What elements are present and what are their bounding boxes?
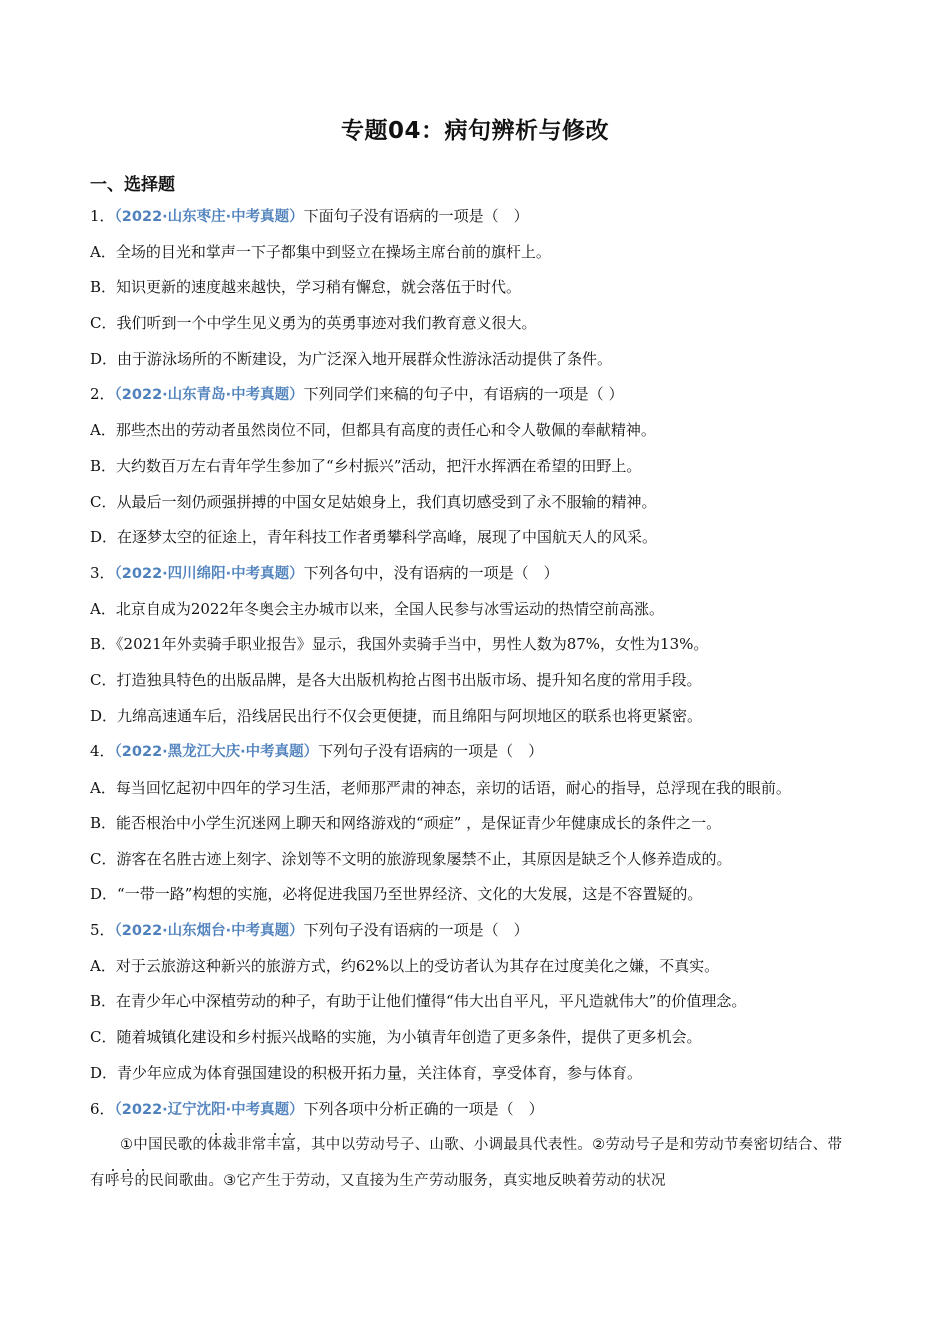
question-stem bbox=[90, 556, 850, 592]
question-number: 6． bbox=[90, 1099, 115, 1118]
passage-text: 民间歌曲。③它产生于劳动，又直接为生产劳动服务，真实地反映着劳动的状况 bbox=[149, 1173, 666, 1190]
emphasized-word bbox=[105, 1173, 149, 1189]
passage-text: ，其中以劳动号子、山歌、小调最具代表性。②劳动号子是和劳动节奏密切结合、带有 bbox=[90, 1137, 843, 1190]
question-source: （2022·山东枣庄·中考真题） bbox=[114, 209, 304, 225]
question-number: 1． bbox=[90, 207, 115, 225]
emphasized-word bbox=[267, 1137, 297, 1153]
question-text: 下列同学们来稿的句子中，有语病的一项是（ ） bbox=[303, 385, 624, 404]
passage-text: 非常 bbox=[236, 1137, 267, 1154]
option-a: A．对于云旅游这种新兴的旅游方式，约62%以上的受访者认为其存在过度美化之嫌，不真实。 bbox=[90, 956, 720, 975]
reading-passage bbox=[90, 1127, 850, 1199]
option-c: C．游客在名胜古迹上刻字、涂划等不文明的旅游现象屡禁不止，其原因是缺乏个人修养造成的。 bbox=[90, 849, 732, 868]
question-number: 3． bbox=[90, 563, 115, 582]
option-a: A．全场的目光和掌声一下子都集中到竖立在操场主席台前的旗杆上。 bbox=[90, 242, 551, 261]
option-c: C．我们听到一个中学生见义勇为的英勇事迹对我们教育意义很大。 bbox=[90, 314, 537, 333]
emphasis-dot-char: 体 bbox=[207, 1137, 223, 1154]
option-d: D．由于游泳场所的不断建设，为广泛深入地开展群众性游泳活动提供了条件。 bbox=[90, 349, 613, 368]
question-text: 下列句子没有语病的一项是（ ） bbox=[303, 921, 529, 940]
option-d: D．青少年应成为体育强国建设的积极开拓力量，关注体育，享受体育，参与体育。 bbox=[90, 1063, 643, 1082]
question-number: 5． bbox=[90, 921, 115, 940]
option-c: C．随着城镇化建设和乡村振兴战略的实施，为小镇青年创造了更多条件，提供了更多机会。 bbox=[90, 1028, 702, 1047]
question-stem bbox=[90, 734, 850, 770]
question-source: （2022·四川绵阳·中考真题） bbox=[114, 565, 304, 582]
option-c: C．打造独具特色的出版品牌，是各大出版机构抢占图书出版市场、提升知名度的常用手段。 bbox=[90, 670, 702, 689]
question-source: （2022·辽宁沈阳·中考真题） bbox=[114, 1101, 304, 1118]
emphasis-dot-char: 呼 bbox=[104, 1173, 120, 1190]
option-a: A．北京自成为2022年冬奥会主办城市以来，全国人民参与冰雪运动的热情空前高涨。 bbox=[90, 599, 665, 618]
question-list bbox=[90, 199, 850, 1199]
question-stem bbox=[90, 199, 850, 235]
section-heading: 一、选择题 bbox=[90, 175, 175, 195]
question-source: （2022·山东烟台·中考真题） bbox=[114, 923, 304, 940]
question-text: 下列各句中，没有语病的一项是（ ） bbox=[303, 563, 559, 582]
emphasis-dot-char: 的 bbox=[134, 1173, 150, 1190]
page-title: 专题04：病句辨析与修改 bbox=[340, 118, 609, 144]
emphasis-dot-char: 富 bbox=[281, 1137, 297, 1154]
question-source: （2022·山东青岛·中考真题） bbox=[114, 387, 304, 404]
emphasis-dot-char: 丰 bbox=[266, 1137, 282, 1154]
question-text: 下列各项中分析正确的一项是（ ） bbox=[303, 1099, 544, 1118]
question-text: 下面句子没有语病的一项是（ ） bbox=[303, 207, 529, 225]
emphasized-word bbox=[207, 1137, 237, 1153]
emphasis-dot-char: 裁 bbox=[222, 1137, 237, 1154]
option-c: C．从最后一刻仍顽强拼搏的中国女足姑娘身上，我们真切感受到了永不服输的精神。 bbox=[90, 492, 657, 511]
option-b: B．知识更新的速度越来越快，学习稍有懈怠，就会落伍于时代。 bbox=[90, 278, 522, 297]
question-number: 2． bbox=[90, 385, 115, 404]
option-a: A．那些杰出的劳动者虽然岗位不同，但都具有高度的责任心和令人敬佩的奉献精神。 bbox=[90, 421, 656, 440]
question-text: 下列句子没有语病的一项是（ ） bbox=[318, 742, 544, 761]
emphasis-dot-char: 号 bbox=[119, 1173, 135, 1190]
option-b: B．大约数百万左右青年学生参加了“乡村振兴”活动，把汗水挥洒在希望的田野上。 bbox=[90, 456, 642, 475]
question-stem bbox=[90, 377, 850, 413]
option-d: D．九绵高速通车后，沿线居民出行不仅会更便捷，而且绵阳与阿坝地区的联系也将更紧密。 bbox=[90, 706, 703, 725]
option-d: D．“一带一路”构想的实施，必将促进我国乃至世界经济、文化的大发展，这是不容置疑的。 bbox=[90, 885, 703, 904]
question-source: （2022·黑龙江大庆·中考真题） bbox=[114, 744, 319, 761]
passage-text: ①中国民歌的 bbox=[120, 1137, 208, 1154]
option-b: B．在青少年心中深植劳动的种子，有助于让他们懂得“伟大出自平凡，平凡造就伟大”的价值理念。 bbox=[90, 992, 747, 1011]
option-b: B．《2021年外卖骑手职业报告》显示，我国外卖骑手当中，男性人数为87%，女性为13%。 bbox=[90, 635, 709, 654]
question-number: 4． bbox=[90, 742, 115, 761]
option-b: B．能否根治中小学生沉迷网上聊天和网络游戏的“顽症” ，是保证青少年健康成长的条件之一。 bbox=[90, 814, 722, 832]
option-d: D．在逐梦太空的征途上，青年科技工作者勇攀科学高峰，展现了中国航天人的风采。 bbox=[90, 528, 658, 547]
question-stem bbox=[90, 913, 850, 949]
question-stem bbox=[90, 1092, 850, 1128]
option-a: A．每当回忆起初中四年的学习生活，老师那严肃的神态，亲切的话语，耐心的指导，总浮现在我的眼前。 bbox=[90, 779, 791, 797]
